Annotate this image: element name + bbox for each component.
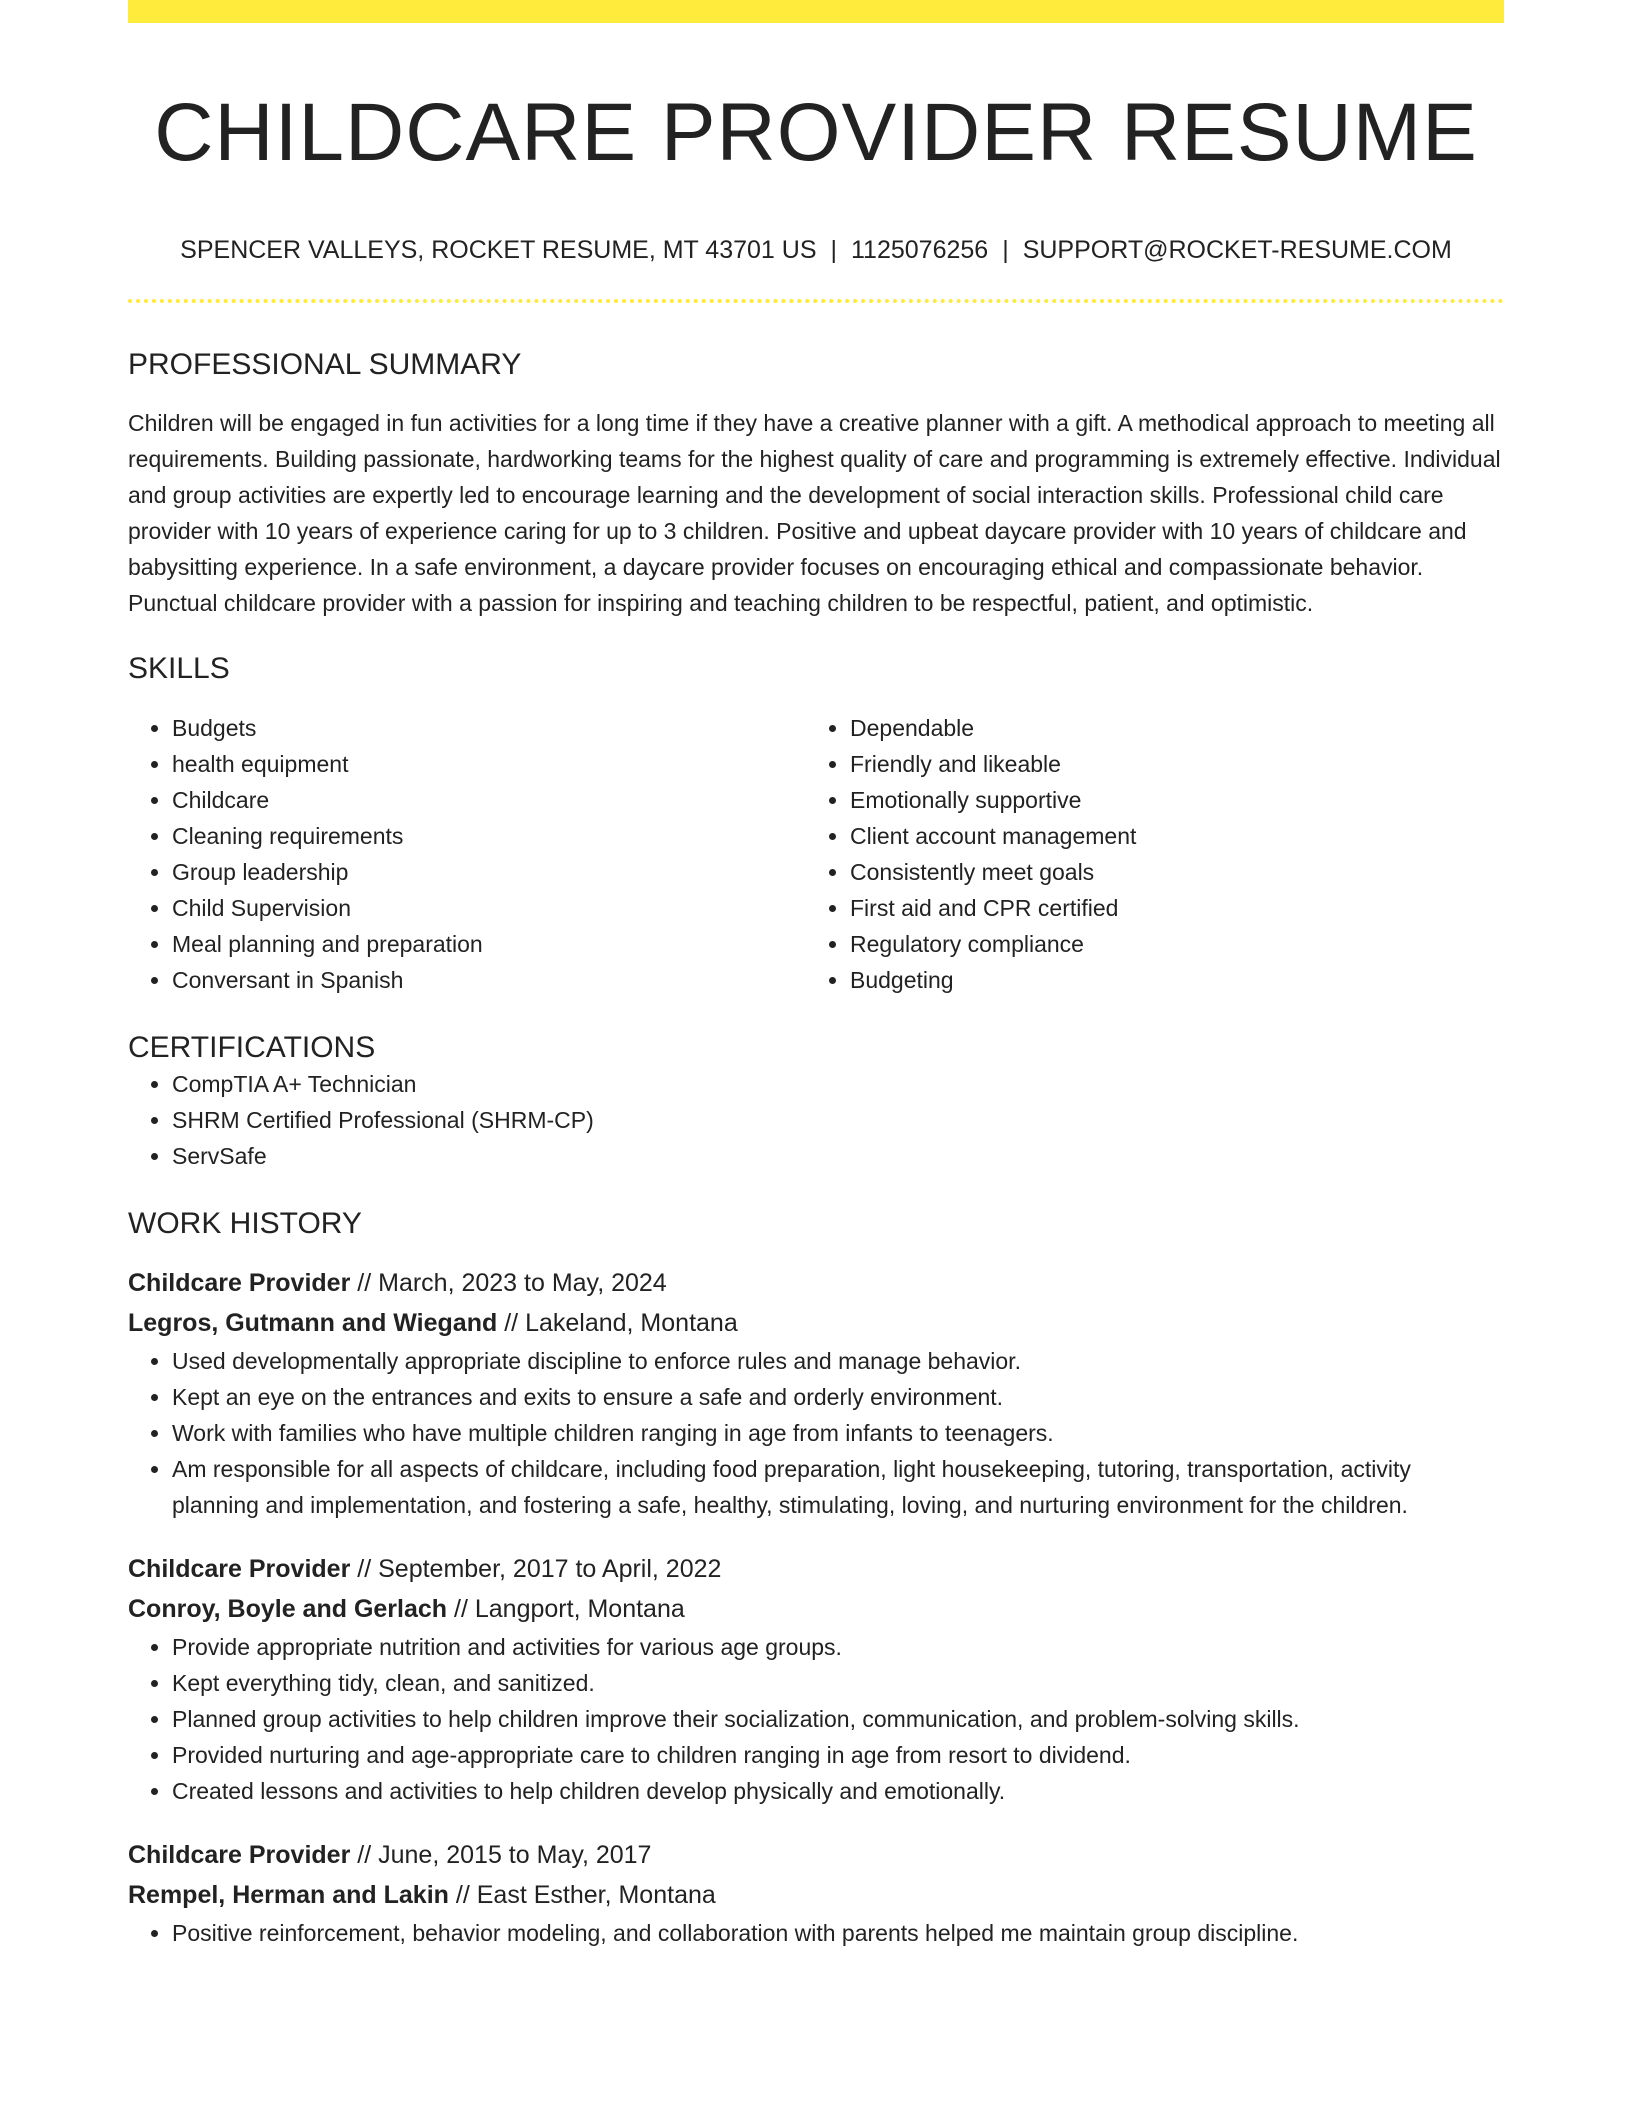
skills-list-left <box>128 710 806 998</box>
certification-item: • ServSafe <box>172 1138 1504 1174</box>
skill-item: • Friendly and likeable <box>850 746 1484 782</box>
job-company-line <box>128 1303 1504 1343</box>
job-duty-item: • Created lessons and activities to help children develop physically and emotionally. <box>172 1773 1504 1809</box>
job-duties-list <box>128 1915 1504 1951</box>
job-title: Childcare Provider <box>128 1555 351 1583</box>
resume-page <box>128 0 1504 1951</box>
skills-list-right <box>806 710 1484 998</box>
job-separator: // <box>357 1269 372 1297</box>
skill-item: • Childcare <box>172 782 806 818</box>
skills-heading: SKILLS <box>128 652 230 685</box>
summary-heading: PROFESSIONAL SUMMARY <box>128 348 522 381</box>
skill-item: • Conversant in Spanish <box>172 962 806 998</box>
certification-item: • CompTIA A+ Technician <box>172 1066 1504 1102</box>
skills-grid <box>128 710 1504 998</box>
skill-item: • Regulatory compliance <box>850 926 1484 962</box>
skill-item: • health equipment <box>172 746 806 782</box>
job-dates: September, 2017 to April, 2022 <box>378 1555 722 1583</box>
skill-item: • Budgets <box>172 710 806 746</box>
work-history-list <box>128 1263 1504 1951</box>
accent-top-bar <box>128 0 1504 23</box>
skill-item: • Budgeting <box>850 962 1484 998</box>
job-duty-item: • Am responsible for all aspects of childcare, including food preparation, light housekeeping, tutoring, transportation, activity planning and implementation, and fostering a safe, healthy, stimulating, loving, and nurturing environment for the children. <box>172 1451 1504 1523</box>
skills-column-left <box>128 710 806 998</box>
job-dates: March, 2023 to May, 2024 <box>378 1269 667 1297</box>
job-duty-item: • Positive reinforcement, behavior modeling, and collaboration with parents helped me maintain group discipline. <box>172 1915 1504 1951</box>
job-separator: // <box>504 1309 519 1337</box>
job-dates: June, 2015 to May, 2017 <box>378 1841 652 1869</box>
job-company: Legros, Gutmann and Wiegand <box>128 1309 498 1337</box>
job-company-line <box>128 1875 1504 1915</box>
skill-item: • Client account management <box>850 818 1484 854</box>
job-duty-item: • Used developmentally appropriate discipline to enforce rules and manage behavior. <box>172 1343 1504 1379</box>
job-title: Childcare Provider <box>128 1269 351 1297</box>
job-duty-item: • Planned group activities to help children improve their socialization, communication, and problem-solving skills. <box>172 1701 1504 1737</box>
page-title: CHILDCARE PROVIDER RESUME <box>154 87 1478 178</box>
job-separator: // <box>455 1881 470 1909</box>
skill-item: • Dependable <box>850 710 1484 746</box>
job-duties-list <box>128 1343 1504 1523</box>
work-history-heading: WORK HISTORY <box>128 1207 362 1240</box>
job-separator: // <box>454 1595 468 1623</box>
contact-phone: 1125076256 <box>851 236 989 264</box>
job-entry <box>128 1835 1504 1951</box>
skill-item: • First aid and CPR certified <box>850 890 1484 926</box>
summary-text: Children will be engaged in fun activities for a long time if they have a creative planner with a gift. A methodical approach to meeting all requirements. Building passionate, hardworking teams for the highest quality of care and programming is extremely effective. Individual and group activities are expertly led to encourage learning and the development of social interaction skills. Professional child care provider with 10 years of experience caring for up to 3 children. Positive and upbeat daycare provider with 10 years of childcare and babysitting experience. In a safe environment, a daycare provider focuses on encouraging ethical and compassionate behavior. Punctual childcare provider with a passion for inspiring and teaching children to be respectful, patient, and optimistic. <box>128 410 1501 616</box>
job-duties-list <box>128 1629 1504 1809</box>
job-separator: // <box>357 1841 372 1869</box>
job-title: Childcare Provider <box>128 1841 351 1869</box>
contact-separator: | <box>1002 236 1009 264</box>
dotted-divider <box>128 299 1504 303</box>
job-separator: // <box>357 1555 372 1583</box>
job-company-line <box>128 1589 1504 1629</box>
skill-item: • Child Supervision <box>172 890 806 926</box>
job-title-line <box>128 1263 1504 1303</box>
skill-item: • Cleaning requirements <box>172 818 806 854</box>
certifications-list <box>128 1066 1504 1174</box>
contact-separator: | <box>830 236 837 264</box>
job-location: Langport, Montana <box>474 1595 685 1623</box>
skill-item: • Meal planning and preparation <box>172 926 806 962</box>
contact-email: SUPPORT@ROCKET-RESUME.COM <box>1022 236 1452 264</box>
job-location: East Esther, Montana <box>476 1881 716 1909</box>
contact-address: SPENCER VALLEYS, ROCKET RESUME, MT 43701 US <box>180 236 817 264</box>
job-duty-item: • Provide appropriate nutrition and activities for various age groups. <box>172 1629 1504 1665</box>
job-location: Lakeland, Montana <box>525 1309 738 1337</box>
skills-column-right <box>806 710 1484 998</box>
job-company: Conroy, Boyle and Gerlach <box>128 1595 448 1623</box>
job-duty-item: • Work with families who have multiple children ranging in age from infants to teenagers. <box>172 1415 1504 1451</box>
job-duty-item: • Provided nurturing and age-appropriate care to children ranging in age from resort to dividend. <box>172 1737 1504 1773</box>
job-title-line <box>128 1549 1504 1589</box>
skill-item: • Group leadership <box>172 854 806 890</box>
job-entry <box>128 1549 1504 1809</box>
job-entry <box>128 1263 1504 1523</box>
job-title-line <box>128 1835 1504 1875</box>
skill-item: • Emotionally supportive <box>850 782 1484 818</box>
certification-item: • SHRM Certified Professional (SHRM-CP) <box>172 1102 1504 1138</box>
job-duty-item: • Kept everything tidy, clean, and sanitized. <box>172 1665 1504 1701</box>
job-duty-item: • Kept an eye on the entrances and exits to ensure a safe and orderly environment. <box>172 1379 1504 1415</box>
contact-line <box>128 235 1504 265</box>
certifications-heading: CERTIFICATIONS <box>128 1031 376 1064</box>
skill-item: • Consistently meet goals <box>850 854 1484 890</box>
job-company: Rempel, Herman and Lakin <box>128 1881 449 1909</box>
